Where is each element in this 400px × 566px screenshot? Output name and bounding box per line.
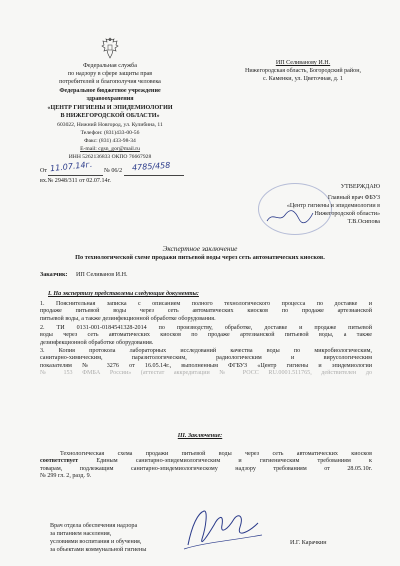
text-line: Технологическая схема продажи питьевой воды через сеть автоматических киосков <box>60 451 372 457</box>
approval-line-2: «Центр гигиены и эпидемиологии в <box>286 203 380 209</box>
text-line-faded: № 153 ФМБА России» (аттестат аккредитации № РОСС RU.0001.511765, действителен до <box>40 369 372 376</box>
approval-title: УТВЕРЖДАЮ <box>340 184 380 190</box>
coat-of-arms-icon <box>101 37 119 59</box>
section-1-paragraph-3 <box>40 348 372 377</box>
header-inn: ИНН 5262136833 ОКПО 76667928 <box>68 154 152 160</box>
signer-position-line-2: за питанием населения, <box>50 531 112 537</box>
customer-label: Заказчик: <box>40 272 68 278</box>
signer-position-line-1: Врач отдела обеспечения надзора <box>50 523 138 529</box>
text-line: показателям № 3276 от 16.05.14г., выполненным ФГБУЗ «Центр гигиены и эпидемиологии <box>40 362 372 369</box>
header-phone: Телефон: (831)433-00-56 <box>80 130 140 136</box>
handwritten-number: 4785/458 <box>131 160 171 173</box>
doc-subtitle: По технологической схеме продажи питьевой воды через сеть автоматических киосков. <box>75 254 325 261</box>
date-underline <box>48 175 103 176</box>
conclusion-paragraph <box>40 451 372 480</box>
conclusion-line-2-rest: Единым санитарно-эпидемиологическим и гигиеническим требованиям к <box>96 458 372 465</box>
approval-line-1: Главный врач ФБУЗ <box>327 195 380 201</box>
handwritten-date: 11.07.14г. <box>49 159 93 174</box>
header-line-5: здравоохранения <box>86 96 134 102</box>
doc-title: Экспертное заключение <box>162 244 238 253</box>
incoming-number: вх.№ 2948/311 от 02.07.14г. <box>40 178 111 184</box>
recipient-line-2: Нижегородская область, Богородский район, <box>245 68 361 74</box>
approval-signature-icon <box>265 209 315 225</box>
section-3-title: III. Заключение: <box>177 433 223 439</box>
text-line: № 299 гл. 2, разд. 9. <box>40 472 92 479</box>
header-line-6: «ЦЕНТР ГИГИЕНЫ И ЭПИДЕМИОЛОГИИ <box>47 105 173 111</box>
recipient-name: ИП Селиванову И.Н. <box>275 60 331 66</box>
approval-line-4: Т.В.Осипова <box>347 219 380 225</box>
date-prefix: От <box>40 168 48 174</box>
text-line: 3. Копия протокола лабораторных исследований качества воды по микробиологическим, <box>40 348 372 354</box>
header-line-7: В НИЖЕГОРОДСКОЙ ОБЛАСТИ» <box>60 113 160 119</box>
approval-line-3: Нижегородской области» <box>314 211 380 217</box>
header-address: 603022, Нижний Новгород, ул. Кулибина, 11 <box>57 122 163 128</box>
section-1-title: I. На экспертизу представлены следующие документы: <box>48 291 199 297</box>
text-line: воды через сеть автоматических киосков по продаже артезианской питьевой воды, а также <box>40 332 372 339</box>
number-prefix: № 06/2 <box>104 168 123 174</box>
section-1-paragraph-1 <box>40 301 372 323</box>
conclusion-bold-word: соответствует <box>40 458 79 465</box>
signer-signature-icon <box>178 505 268 555</box>
header-line-4: Федеральное бюджетное учреждение <box>59 88 161 94</box>
text-line: 1. Пояснительная записка с описанием полного технологического процесса по доставке и <box>40 301 372 307</box>
text-line <box>40 458 372 465</box>
header-line-2: по надзору в сфере защиты прав <box>67 71 153 77</box>
text-line: питьевой воды, а также дезинфекционной обработке оборудования. <box>40 315 216 322</box>
header-line-3: потребителей и благополучия человека <box>59 79 161 85</box>
signer-position-line-4: за объектами коммунальной гигиены <box>50 547 147 553</box>
section-1-paragraph-2 <box>40 325 372 347</box>
text-line: дезинфекционной обработке оборудования. <box>40 339 154 346</box>
text-line: 2. ТИ 0131-001-0184541328-2014 по производству, обработке, доставке и продаже питьевой <box>40 325 372 331</box>
text-line: товарам, подлежащим санитарно-эпидемиологическому надзору требованиям от 28.05.10г. <box>40 465 372 472</box>
signer-name: И.Г. Карачкин <box>290 540 327 546</box>
header-email[interactable]: E-mail: cgsn_gor@mail.ru <box>80 146 140 152</box>
text-line: санитарно-химическим, паразитологическим, радиологическим и вирусологическим <box>40 355 372 362</box>
header-line-1: Федеральная служба <box>83 63 137 69</box>
customer-value: ИП Селиванов И.Н. <box>76 272 128 278</box>
text-line: продаже питьевой воды через сеть автоматических киосков по продаже артезианской <box>40 308 372 315</box>
number-underline <box>124 175 184 176</box>
signer-position-line-3: условиями воспитания и обучения, <box>50 539 142 545</box>
recipient-line-3: с. Каменки, ул. Цветочная, д. 1 <box>263 76 343 82</box>
header-fax: Факс: (831) 433-98-34 <box>84 138 136 144</box>
